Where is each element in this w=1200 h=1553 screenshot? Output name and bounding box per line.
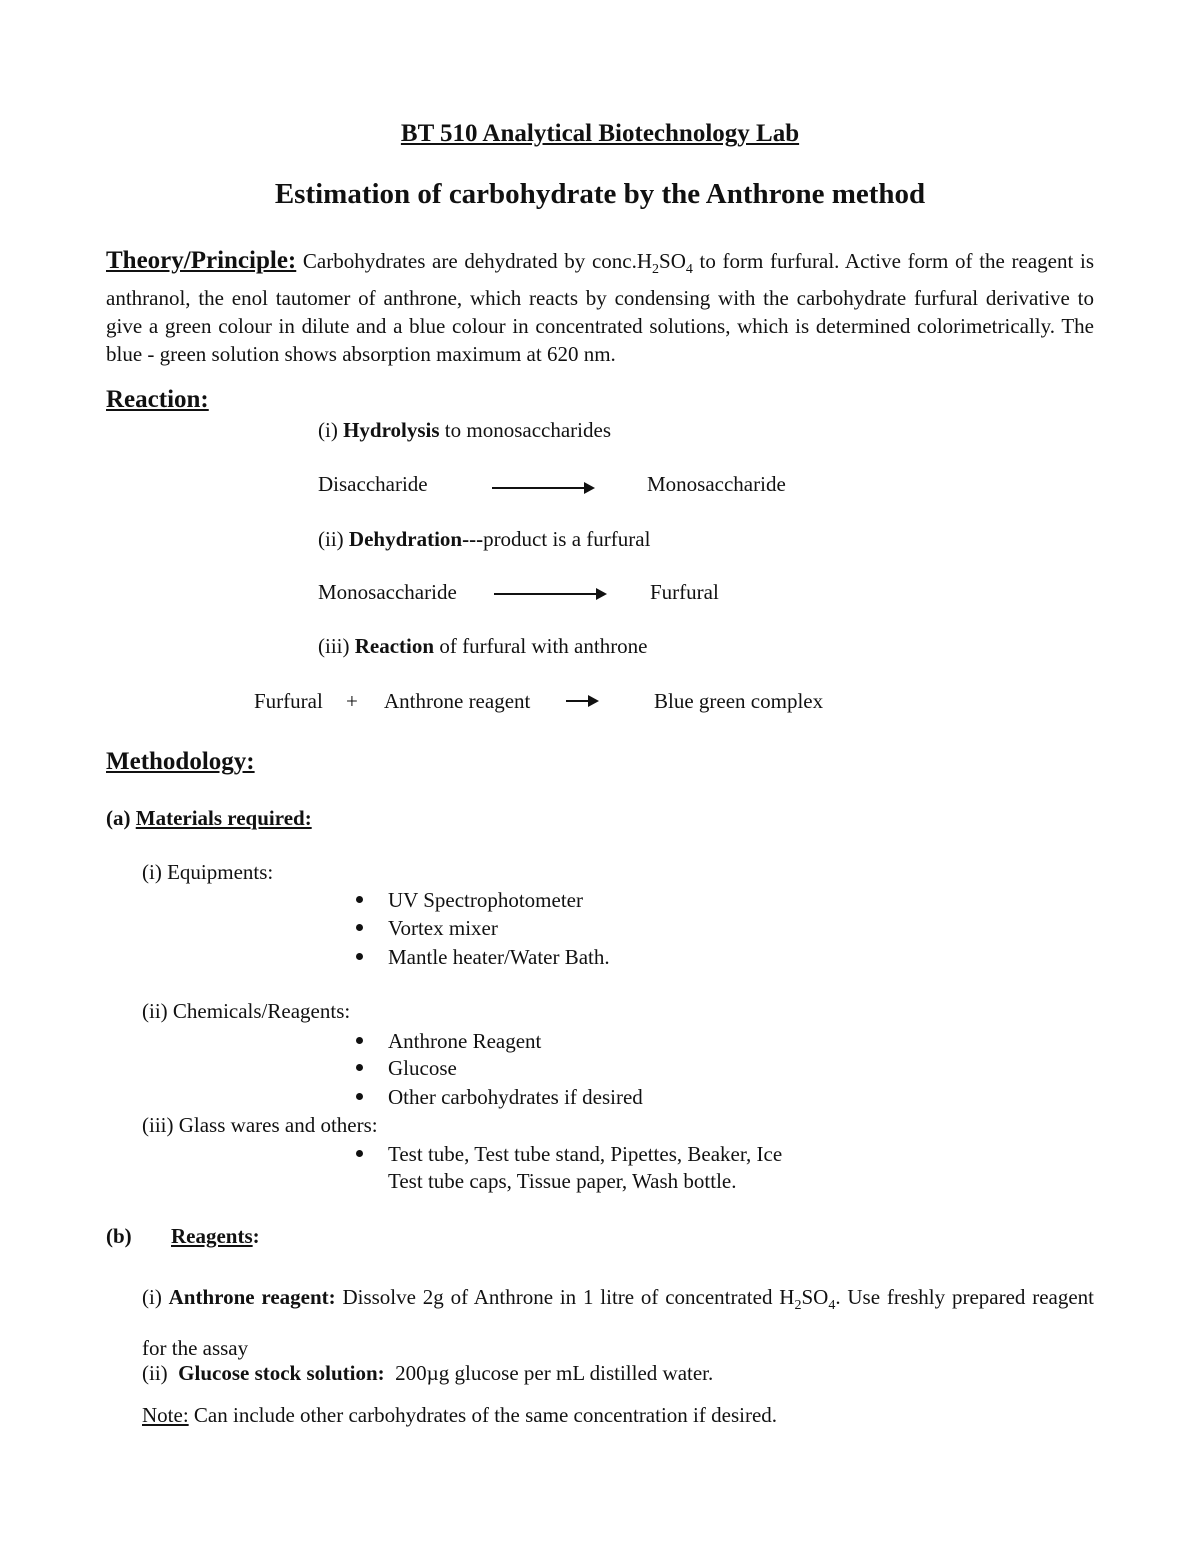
materials-prefix: (a) xyxy=(106,806,136,830)
bullet-icon xyxy=(356,1064,363,1071)
step-3-suffix: of furfural with anthrone xyxy=(434,634,648,658)
list-item: Mantle heater/Water Bath. xyxy=(388,945,610,969)
list-item: Test tube, Test tube stand, Pipettes, Beaker, Ice xyxy=(388,1142,783,1166)
theory-text-2: SO xyxy=(659,249,686,273)
course-title: BT 510 Analytical Biotechnology Lab xyxy=(400,120,800,147)
reaction-heading: Reaction: xyxy=(106,386,209,413)
theory-heading: Theory/Principle: xyxy=(106,247,297,274)
anthrone-sub-2: 4 xyxy=(828,1298,836,1314)
eq2-right: Furfural xyxy=(650,580,719,604)
eq3-middle: Anthrone reagent xyxy=(384,689,531,713)
anthrone-text-1: Dissolve 2g of Anthrone in 1 litre of concentrated H xyxy=(335,1285,795,1309)
reaction-step-3 xyxy=(318,634,648,659)
step-1-prefix: (i) xyxy=(318,418,344,442)
bullet-icon xyxy=(356,896,363,903)
note-label: Note: xyxy=(142,1403,189,1427)
theory-text-1: Carbohydrates are dehydrated by conc.H xyxy=(302,249,653,273)
list-item: Anthrone Reagent xyxy=(388,1029,542,1053)
reaction-step-1 xyxy=(318,418,611,443)
step-3-prefix: (iii) xyxy=(318,634,355,658)
glucose-stock-line xyxy=(142,1361,713,1386)
equipments-label: (i) Equipments: xyxy=(142,860,274,884)
glucose-label: Glucose stock solution: xyxy=(178,1361,385,1385)
step-1-suffix: to monosaccharides xyxy=(439,418,611,442)
anthrone-reagent-paragraph xyxy=(142,1276,1094,1369)
eq2-left: Monosaccharide xyxy=(318,580,457,604)
step-1-bold: Hydrolysis xyxy=(343,418,440,442)
step-2-suffix: product is a furfural xyxy=(483,527,651,551)
arrow-icon xyxy=(566,700,596,702)
step-3-bold: Reaction xyxy=(354,634,435,658)
glucose-text: 200µg glucose per mL distilled water. xyxy=(384,1361,714,1385)
theory-text-3: to form furfural. Active form of the reagent is anthranol, the enol tautomer of anthrone, which reacts by condensing with the carbohydrate furfural derivative to give a green colour in dilute and a blue colour in concentrated solutions, which is determined colorimetrically. The blue - green solution shows absorption maximum at 620 nm. xyxy=(106,249,1094,367)
note-text: Can include other carbohydrates of the same concentration if desired. xyxy=(188,1403,778,1427)
anthrone-text-2: SO xyxy=(801,1285,829,1309)
anthrone-sub-1: 2 xyxy=(794,1298,802,1314)
reaction-step-2 xyxy=(318,527,650,552)
reagents-label: Reagents xyxy=(171,1224,253,1248)
glucose-prefix: (ii) xyxy=(142,1361,179,1385)
anthrone-prefix: (i) xyxy=(142,1285,169,1309)
bullet-icon xyxy=(356,1093,363,1100)
materials-label: Materials required: xyxy=(135,806,312,830)
glassware-label: (iii) Glass wares and others: xyxy=(142,1113,378,1137)
theory-paragraph xyxy=(106,247,1094,368)
bullet-icon xyxy=(356,1150,363,1157)
eq3-plus: + xyxy=(346,689,358,713)
list-item: Other carbohydrates if desired xyxy=(388,1085,643,1109)
bullet-icon xyxy=(356,1037,363,1044)
page-title: Estimation of carbohydrate by the Anthrone method xyxy=(274,178,926,210)
eq3-left: Furfural xyxy=(254,689,323,713)
bullet-icon xyxy=(356,953,363,960)
theory-sub-2: 4 xyxy=(685,262,693,278)
list-item: Glucose xyxy=(388,1056,457,1080)
materials-heading xyxy=(106,806,312,831)
list-item: UV Spectrophotometer xyxy=(388,888,583,912)
list-item: Vortex mixer xyxy=(388,916,498,940)
methodology-heading: Methodology: xyxy=(106,748,255,775)
list-item-continuation: Test tube caps, Tissue paper, Wash bottle. xyxy=(388,1169,737,1193)
note-line xyxy=(142,1403,777,1428)
anthrone-label: Anthrone reagent: xyxy=(168,1285,336,1309)
chemicals-label: (ii) Chemicals/Reagents: xyxy=(142,999,351,1023)
reagents-colon: : xyxy=(252,1224,260,1248)
reagents-prefix: (b) xyxy=(106,1224,132,1248)
anthrone-text-3: . Use freshly prepared reagent for the assay xyxy=(142,1285,1094,1361)
eq1-left: Disaccharide xyxy=(318,472,428,496)
eq1-right: Monosaccharide xyxy=(647,472,786,496)
theory-sub-1: 2 xyxy=(652,262,660,278)
step-2-bold: Dehydration--- xyxy=(348,527,484,551)
eq3-right: Blue green complex xyxy=(654,689,824,713)
arrow-icon xyxy=(494,593,604,595)
bullet-icon xyxy=(356,924,363,931)
arrow-icon xyxy=(492,487,592,489)
step-2-prefix: (ii) xyxy=(318,527,349,551)
reagents-heading xyxy=(171,1224,260,1249)
